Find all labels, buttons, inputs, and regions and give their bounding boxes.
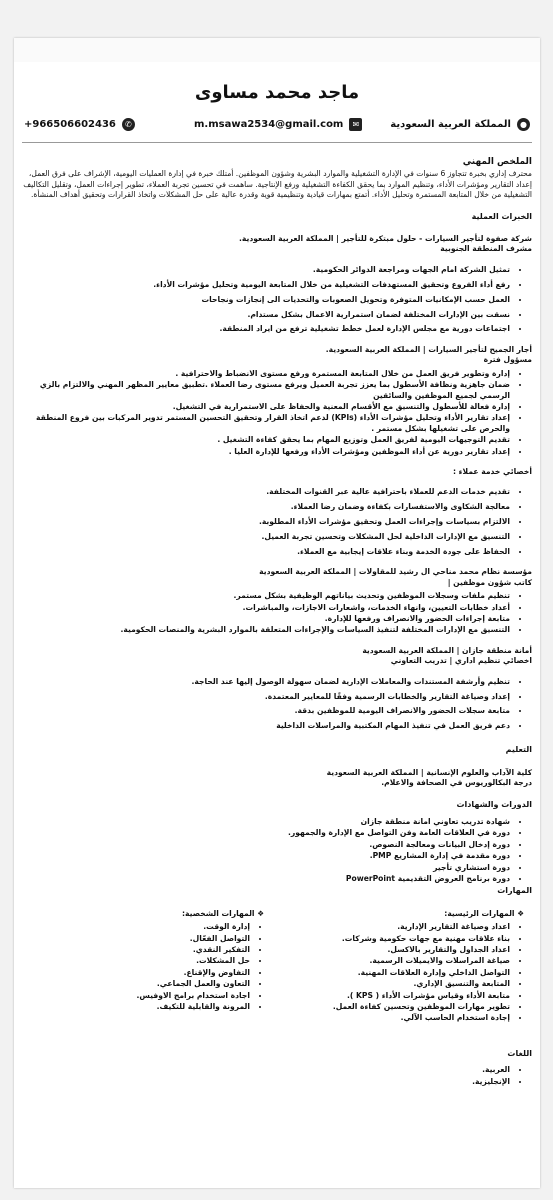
job-role: أخصائي خدمة عملاء : [452, 466, 532, 476]
skill-item: • إدارة الوقت. [22, 922, 250, 932]
job-duties-list [22, 591, 532, 636]
skill-item: • إجادة استخدام الحاسب الآلي. [282, 1013, 510, 1023]
job-entry [22, 567, 532, 635]
main-skills-heading: ❖ المهارات الرئيسية: [444, 908, 524, 918]
experience-list [22, 234, 532, 732]
personal-skills [22, 909, 272, 1025]
job-duty: • إدارة فعالة للأسطول والتنسيق مع الأقسام المعنية والحفاظ على الاستمرارية في التشغيل. [22, 402, 510, 412]
job-duty: • أعداد خطابات التعيين، وانهاء الخدمات، واشعارات الاجازات، والمباشرات. [22, 603, 510, 613]
summary-text: محترف إداري بخبرة تتجاوز 6 سنوات في الإدارة التشغيلية والموارد البشرية وشؤون الموظفين. أمتلك خبرة في إدارة العمليات اليومية، الإشراف على فرق العمل، إعداد التقارير ومؤشرات الأداء، وتنظيم الموارد بما يحقق الكفاءة التشغيلية ورفع الإنتاجية. ساهمت في تحسين تجربة العملاء، تطوير إجراءات العمل، وتقليل التكاليف التشغيلية من خلال المتابعة المستمرة وتحليل الأداء. أتمتع بمهارات قيادية وتنظيمية قوية وقدرة عالية على حل المشكلات واتخاذ القرارات وتحقيق أهداف المنشأة. [23, 169, 532, 200]
course-item: • دورة استشاري تأجير [22, 863, 510, 873]
personal-skills-heading: ❖ المهارات الشخصية: [182, 908, 264, 918]
skill-item: • اجادة استخدام برامج الاوفيس. [22, 991, 250, 1001]
location-text: المملكة العربية السعودية [390, 119, 511, 130]
course-item: • دورة مقدمة في إدارة المشاريع PMP. [22, 851, 510, 861]
job-duty: • إدارة وتطوير فريق العمل من خلال المتابعة المستمرة ورفع مستوى الانضباط والاحترافية . [22, 369, 510, 379]
languages-list [22, 1065, 532, 1087]
job-entry [22, 345, 532, 457]
job-company: أجار الجميح لتأجير السيارات | المملكة العربية السعودية. [325, 344, 532, 354]
envelope-icon: ✉ [349, 118, 362, 131]
skill-item: • متابعة الأداء وقياس مؤشرات الأداء ( KPS ). [282, 991, 510, 1001]
language-item: • العربية. [22, 1065, 510, 1075]
phone-item[interactable] [24, 118, 135, 131]
skills-columns [22, 909, 532, 1025]
languages-heading: اللغات [507, 1048, 532, 1058]
job-duty: • معالجة الشكاوى والاستفسارات بكفاءة وضمان رضا العملاء. [22, 502, 510, 512]
resume-page [14, 38, 540, 1188]
course-item: • دورة في العلاقات العامة وفن التواصل مع الإدارة والجمهور. [22, 828, 510, 838]
job-duty: • تنظيم وأرشفة المستندات والمعاملات الإدارية لضمان سهولة الوصول إليها عند الحاجة. [22, 677, 510, 687]
job-duty: • متابعة سجلات الحضور والانصراف اليومية للموظفين بدقة. [22, 706, 510, 716]
job-company: مؤسسة نظام محمد مناحي ال رشيد للمقاولات | المملكة العربية السعودية [259, 567, 532, 577]
job-duty: • متابعة إجراءات الحضور والانصراف ورفعها للإدارة. [22, 614, 510, 624]
courses-heading: الدورات والشهادات [456, 800, 532, 810]
resume-name: ماجد محمد مساوى [194, 82, 360, 103]
job-duty: • الالتزام بسياسات وإجراءات العمل وتحقيق مؤشرات الأداء المطلوبة. [22, 517, 510, 527]
job-duty: • اجتماعات دورية مع مجلس الإدارة لعمل خطط تشغيلية ترفع من ايراد المنطقة. [22, 324, 510, 334]
page-top-band [14, 38, 540, 62]
skill-item: • صياغة المراسلات والايميلات الرسمية. [282, 956, 510, 966]
job-duty: • تقديم التوجيهات اليومية لفريق العمل وتوزيع المهام بما يحقق كفاءة التشغيل . [22, 435, 510, 445]
job-duty: • رفع أداء الفروع وتحقيق المستهدفات التشغيلية من خلال المتابعة اليومية وتحليل مؤشرات الأداء. [22, 280, 510, 290]
education-degree: درجة البكالوريوس في الصحافة والاعلام. [381, 778, 532, 788]
job-role: كاتب شؤون موظفين | [447, 577, 532, 587]
main-skills [282, 909, 532, 1025]
job-duties-list [22, 487, 532, 557]
skill-item: • اعداد وصياغة التقارير الإدارية. [282, 922, 510, 932]
job-duty: • العمل حسب الإمكانيات المتوفرة وتحويل الصعوبات والتحديات الى إنجازات ونجاحات [22, 295, 510, 305]
main-skills-list [282, 922, 532, 1024]
email-item[interactable] [194, 118, 362, 131]
job-duty: • دعم فريق العمل في تنفيذ المهام المكتبية والمراسلات الداخلية [22, 721, 510, 731]
skill-item: • التفاوض والإقناع. [22, 968, 250, 978]
language-item: • الإنجليزية. [22, 1077, 510, 1087]
contact-bar [24, 118, 530, 136]
courses-list [22, 817, 532, 884]
skill-item: • تطوير مهارات الموظفين وتحسين كفاءة العمل. [282, 1002, 510, 1012]
skill-item: • التفكير النقدي. [22, 945, 250, 955]
phone-icon: ✆ [122, 118, 135, 131]
job-duties-list [22, 265, 532, 335]
job-duty: • ضمان جاهزية ونظافة الأسطول بما يعزز تجربة العميل ويرفع مستوى رضا العملاء .تطبيق معايير المظهر المهني والالتزام بالزي الرسمي لجميع الموظفين والسائقين [22, 380, 510, 401]
job-duties-list [22, 677, 532, 732]
job-duty: • التنسيق مع الإدارات المختلفة لتنفيذ السياسات والإجراءات المتعلقة بالموارد البشرية والمنصات الحكومية. [22, 625, 510, 635]
job-duty: • إعداد تقارير الأداء وتحليل مؤشرات الأداء (KPIs) لدعم اتخاذ القرار وتحقيق التحسين المستمر تدوير المركبات بين فروع المنطقة والحرص على تشغيلها بشكل مستمر . [22, 413, 510, 434]
education-institution: كلية الآداب والعلوم الإنسانية | المملكة العربية السعودية [326, 767, 532, 777]
skill-item: • اعداد الجداول والتقارير بالاكسل. [282, 945, 510, 955]
email-address[interactable]: m.msawa2534@gmail.com [194, 119, 344, 130]
summary-heading: الملخص المهني [462, 157, 532, 167]
skill-item: • بناء علاقات مهنية مع جهات حكومية وشركات. [282, 934, 510, 944]
skill-item: • التعاون والعمل الجماعي. [22, 979, 250, 989]
job-duty: • تمثيل الشركة امام الجهات ومراجعة الدوائر الحكومية. [22, 265, 510, 275]
skill-item: • حل المشكلات. [22, 956, 250, 966]
location-item [390, 118, 530, 131]
job-role: اخصائي تنظيم اداري | تدريب التعاوني [390, 656, 532, 666]
job-entry [22, 467, 532, 557]
education-heading: التعليم [505, 745, 532, 755]
job-role: مشرف المنطقة الجنوبية [440, 244, 532, 254]
skill-item: • التواصل الفعّال. [22, 934, 250, 944]
job-duty: • إعداد تقارير دورية عن أداء الموظفين ومؤشرات الأداء ورفعها للإدارة العليا . [22, 447, 510, 457]
skill-item: • المتابعة والتنسيق الإداري. [282, 979, 510, 989]
job-duty: • نسقت بين الإدارات المختلفة لضمان استمرارية الاعمال بشكل مستدام. [22, 310, 510, 320]
job-duty: • تنظيم ملفات وسجلات الموظفين وتحديث بياناتهم الوظيفية بشكل مستمر. [22, 591, 510, 601]
job-duty: • الحفاظ على جودة الخدمة وبناء علاقات إيجابية مع العملاء. [22, 547, 510, 557]
location-pin-icon: ● [517, 118, 530, 131]
job-duty: • التنسيق مع الإدارات الداخلية لحل المشكلات وتحسين تجربة العميل. [22, 532, 510, 542]
personal-skills-list [22, 922, 272, 1012]
job-company: أمانة منطقة جازان | المملكة العربية السعودية [362, 645, 532, 655]
job-duties-list [22, 369, 532, 457]
course-item: • شهادة تدريب تعاوني امانة منطقة جازان [22, 817, 510, 827]
job-role: مسؤول فترة [483, 355, 532, 365]
skill-item: • المرونة والقابلية للتكيف. [22, 1002, 250, 1012]
phone-number[interactable]: +966506602436 [24, 119, 116, 130]
resume-body [22, 154, 532, 1088]
experience-heading: الخبرات العملية [471, 211, 532, 221]
course-item: • دورة إدخال البيانات ومعالجة النصوص. [22, 840, 510, 850]
job-duty: • تقديم خدمات الدعم للعملاء باحترافية عالية عبر القنوات المختلفة. [22, 487, 510, 497]
header-divider [22, 142, 532, 143]
job-company: شركة صفوة لتأجير السيارات - حلول مبتكرة للتأجير | المملكة العربية السعودية. [239, 234, 532, 244]
job-entry [22, 646, 532, 732]
skill-item: • التواصل الداخلي وإدارة العلاقات المهنية. [282, 968, 510, 978]
course-item: • دورة برنامج العروض التقديمية PowerPoint [22, 874, 510, 884]
job-duty: • إعداد وصياغة التقارير والخطابات الرسمية وفقًا للمعايير المعتمدة. [22, 692, 510, 702]
job-entry [22, 234, 532, 335]
skills-heading: المهارات [497, 886, 532, 896]
